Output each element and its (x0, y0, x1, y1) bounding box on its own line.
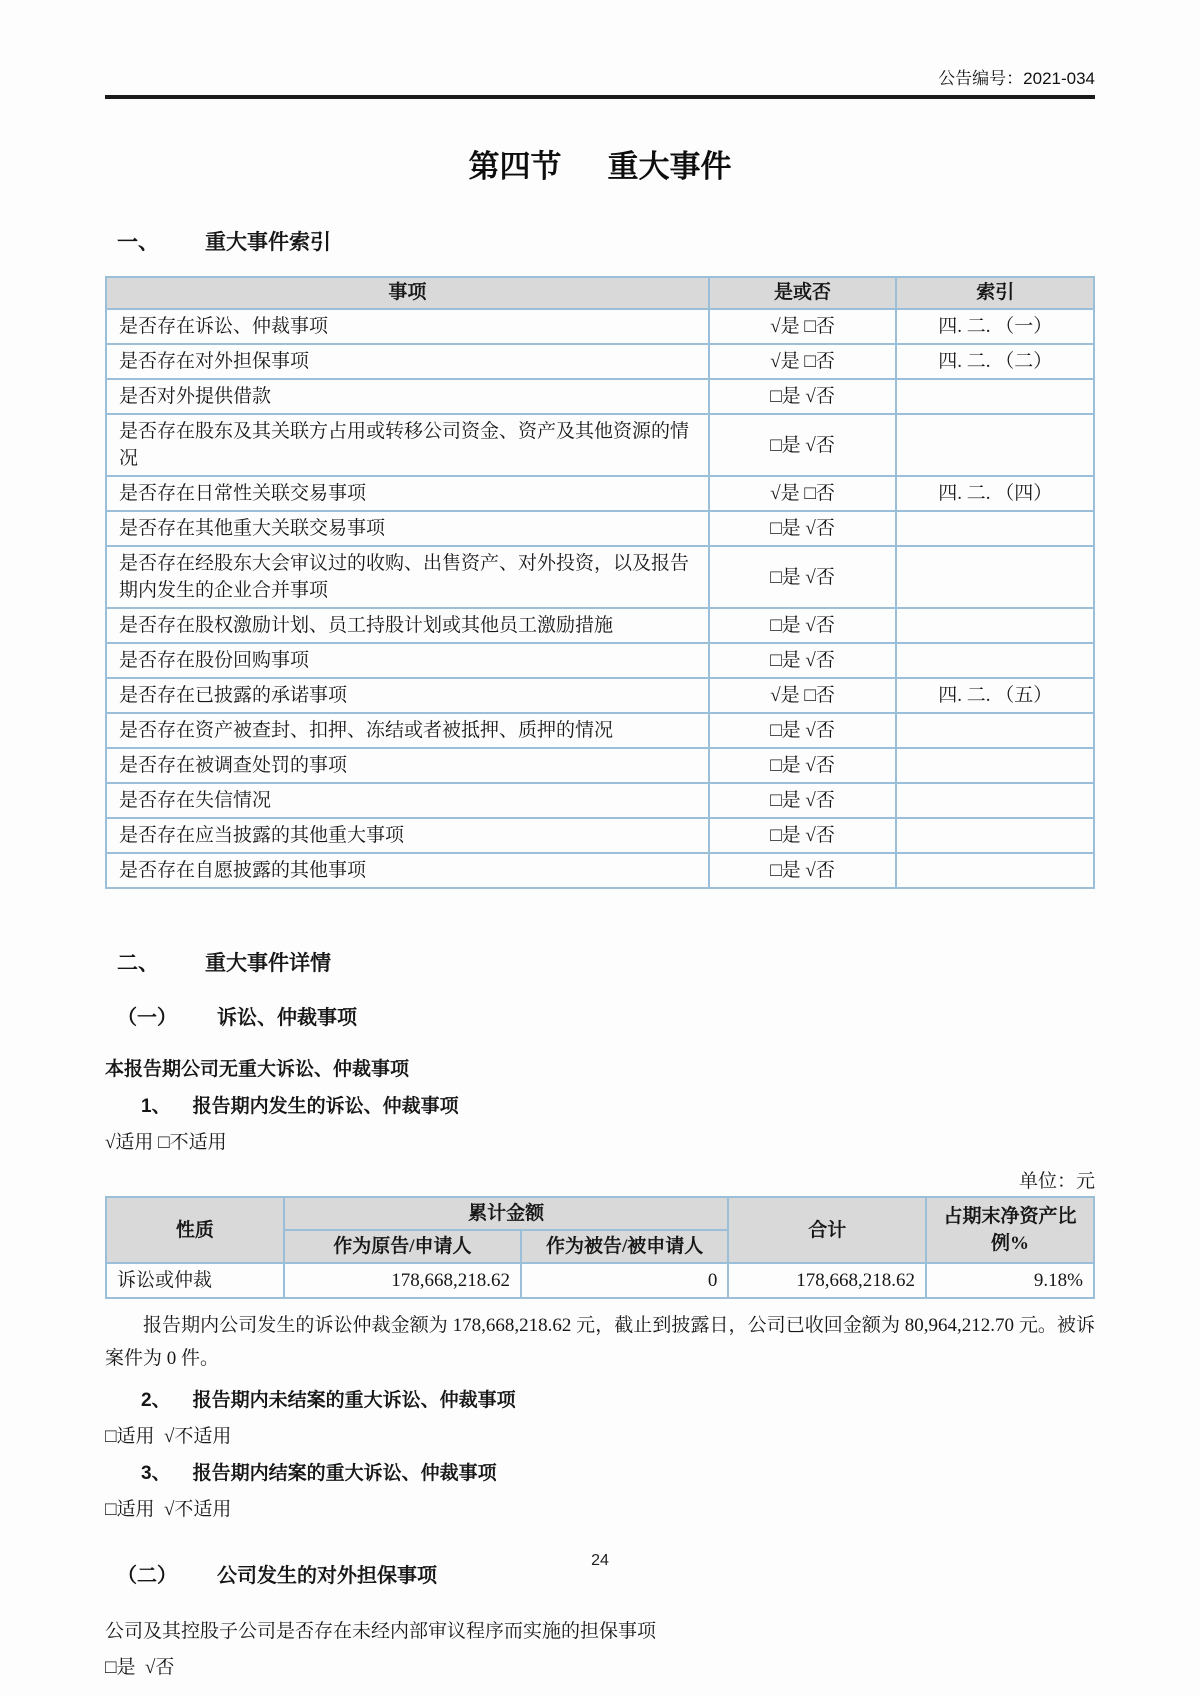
yes-no-cell: □是 √否 (709, 643, 897, 678)
page-number: 24 (591, 1552, 609, 1569)
yes-no-cell: □是 √否 (709, 713, 897, 748)
header-divider (105, 95, 1095, 99)
page-title-text: 重大事件 (607, 149, 732, 184)
yes-no-cell: √是 □否 (709, 344, 897, 379)
index-ref-cell (896, 379, 1094, 414)
guarantee-answer: □是 √否 (105, 1657, 175, 1678)
column-header-ratio: 占期末净资产比例% (926, 1197, 1094, 1263)
event-item-cell: 是否存在自愿披露的其他事项 (106, 853, 709, 888)
yes-no-cell: □是 √否 (709, 783, 897, 818)
ratio-cell: 9.18% (926, 1263, 1094, 1298)
yes-no-cell: √是 □否 (709, 476, 897, 511)
index-ref-cell (896, 511, 1094, 546)
total-amount-cell: 178,668,218.62 (728, 1263, 926, 1298)
column-header-item: 事项 (106, 277, 709, 309)
index-ref-cell (896, 414, 1094, 476)
index-ref-cell: 四. 二. （四） (896, 476, 1094, 511)
guarantee-question: 公司及其控股子公司是否存在未经内部审议程序而实施的担保事项 (105, 1621, 657, 1642)
table-row (106, 748, 1094, 783)
column-header-defendant: 作为被告/被申请人 (521, 1230, 728, 1263)
index-ref-cell (896, 853, 1094, 888)
column-header-yes-no: 是或否 (709, 277, 897, 309)
event-item-cell: 是否存在日常性关联交易事项 (106, 476, 709, 511)
yes-no-cell: □是 √否 (709, 853, 897, 888)
index-ref-cell (896, 713, 1094, 748)
guarantee-subheading-title: 公司发生的对外担保事项 (217, 1565, 437, 1587)
litigation-item-2-applicable: □适用 √不适用 (105, 1426, 232, 1447)
event-item-cell: 是否存在其他重大关联交易事项 (106, 511, 709, 546)
table-row (106, 309, 1094, 344)
yes-no-cell: □是 √否 (709, 546, 897, 608)
table-row (106, 678, 1094, 713)
table-row (106, 1263, 1094, 1298)
litigation-item-1-applicable: √适用 □不适用 (105, 1132, 227, 1153)
event-item-cell: 是否对外提供借款 (106, 379, 709, 414)
litigation-item-3-number: 3、 (141, 1463, 171, 1484)
table-row (106, 783, 1094, 818)
table-row (106, 713, 1094, 748)
litigation-item-3-title: 报告期内结案的重大诉讼、仲裁事项 (192, 1463, 497, 1484)
event-item-cell: 是否存在被调查处罚的事项 (106, 748, 709, 783)
page-title-chapter: 第四节 (468, 149, 562, 184)
event-item-cell: 是否存在股东及其关联方占用或转移公司资金、资产及其他资源的情况 (106, 414, 709, 476)
unit-label: 单位：元 (1018, 1171, 1095, 1192)
litigation-item-1 (105, 1091, 1095, 1118)
header-row (106, 277, 1094, 309)
announcement-number: 公告编号：2021-034 (938, 69, 1095, 88)
event-item-cell: 是否存在失信情况 (106, 783, 709, 818)
index-ref-cell (896, 546, 1094, 608)
litigation-item-2-number: 2、 (141, 1390, 171, 1411)
event-item-cell: 是否存在应当披露的其他重大事项 (106, 818, 709, 853)
index-ref-cell (896, 608, 1094, 643)
litigation-item-2-title: 报告期内未结案的重大诉讼、仲裁事项 (192, 1390, 516, 1411)
event-item-cell: 是否存在已披露的承诺事项 (106, 678, 709, 713)
page-title (105, 141, 1095, 186)
section-index-number: 一、 (117, 231, 159, 254)
litigation-subheading-number: （一） (117, 1007, 177, 1029)
column-header-index: 索引 (896, 277, 1094, 309)
yes-no-cell: □是 √否 (709, 414, 897, 476)
index-ref-cell: 四. 二. （二） (896, 344, 1094, 379)
event-item-cell: 是否存在股权激励计划、员工持股计划或其他员工激励措施 (106, 608, 709, 643)
table-row (106, 818, 1094, 853)
yes-no-cell: □是 √否 (709, 818, 897, 853)
litigation-table-body (106, 1263, 1094, 1298)
column-header-plaintiff: 作为原告/申请人 (284, 1230, 521, 1263)
column-header-nature: 性质 (106, 1197, 284, 1263)
yes-no-cell: □是 √否 (709, 608, 897, 643)
table-row (106, 511, 1094, 546)
index-table-header (106, 277, 1094, 309)
yes-no-cell: √是 □否 (709, 678, 897, 713)
litigation-item-2 (105, 1385, 1095, 1412)
table-row (106, 344, 1094, 379)
litigation-amount-table (105, 1196, 1095, 1299)
event-item-cell: 是否存在经股东大会审议过的收购、出售资产、对外投资，以及报告期内发生的企业合并事项 (106, 546, 709, 608)
litigation-item-3 (105, 1458, 1095, 1485)
event-item-cell: 是否存在股份回购事项 (106, 643, 709, 678)
litigation-subheading (117, 1001, 1095, 1030)
table-row (106, 546, 1094, 608)
table-row (106, 853, 1094, 888)
table-row (106, 476, 1094, 511)
index-ref-cell (896, 748, 1094, 783)
litigation-item-3-applicable: □适用 √不适用 (105, 1499, 232, 1520)
litigation-subheading-title: 诉讼、仲裁事项 (217, 1007, 357, 1029)
guarantee-subheading-number: （二） (117, 1565, 177, 1587)
section-details-heading (117, 947, 1095, 977)
index-ref-cell (896, 643, 1094, 678)
litigation-item-1-number: 1、 (141, 1096, 171, 1117)
table-row (106, 608, 1094, 643)
index-ref-cell: 四. 二. （五） (896, 678, 1094, 713)
event-item-cell: 是否存在资产被查封、扣押、冻结或者被抵押、质押的情况 (106, 713, 709, 748)
column-header-total: 合计 (728, 1197, 926, 1263)
yes-no-cell: □是 √否 (709, 379, 897, 414)
doc-header (105, 0, 1095, 89)
litigation-item-1-title: 报告期内发生的诉讼、仲裁事项 (192, 1096, 459, 1117)
litigation-table-header (106, 1197, 1094, 1263)
litigation-paragraph: 报告期内公司发生的诉讼仲裁金额为 178,668,218.62 元，截止到披露日，公司已收回金额为 80,964,212.70 元。被诉案件为 0 件。 (105, 1315, 1095, 1369)
table-row (106, 379, 1094, 414)
page-content (105, 0, 1095, 1679)
yes-no-cell: □是 √否 (709, 511, 897, 546)
section-details-title: 重大事件详情 (205, 952, 331, 975)
section-details-number: 二、 (117, 952, 159, 975)
event-item-cell: 是否存在诉讼、仲裁事项 (106, 309, 709, 344)
plaintiff-amount-cell: 178,668,218.62 (284, 1263, 521, 1298)
section-index-heading (117, 226, 1095, 256)
section-index-title: 重大事件索引 (205, 231, 331, 254)
yes-no-cell: √是 □否 (709, 309, 897, 344)
column-header-cumulative: 累计金额 (284, 1197, 729, 1230)
index-ref-cell (896, 783, 1094, 818)
index-ref-cell (896, 818, 1094, 853)
event-item-cell: 是否存在对外担保事项 (106, 344, 709, 379)
index-table-body (106, 309, 1094, 888)
litigation-summary: 本报告期公司无重大诉讼、仲裁事项 (105, 1059, 410, 1080)
major-events-index-table (105, 276, 1095, 889)
index-ref-cell: 四. 二. （一） (896, 309, 1094, 344)
header-row (106, 1197, 1094, 1230)
nature-cell: 诉讼或仲裁 (106, 1263, 284, 1298)
table-row (106, 414, 1094, 476)
defendant-amount-cell: 0 (521, 1263, 728, 1298)
yes-no-cell: □是 √否 (709, 748, 897, 783)
table-row (106, 643, 1094, 678)
